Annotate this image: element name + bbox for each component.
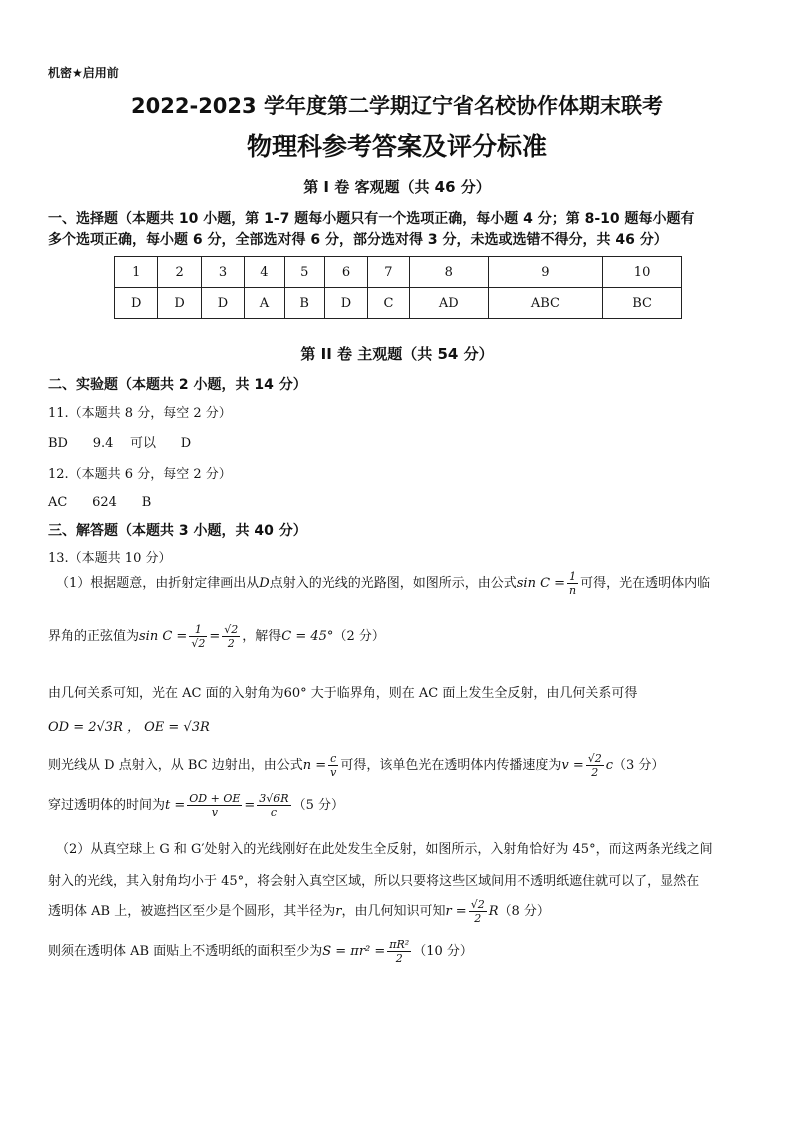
- numerator: OD + OE: [189, 792, 241, 805]
- question-number: 10: [603, 257, 682, 288]
- text: 则须在透明体 AB 面贴上不透明纸的面积至少为: [48, 944, 323, 959]
- fraction: [328, 752, 338, 779]
- fraction: [586, 752, 604, 779]
- radius-symbol: r: [335, 904, 342, 919]
- q13-line7: （2）从真空球上 G 和 G′处射入的光线刚好在此处发生全反射，如图所示，入射角恰好为 45°，而这两条光线之间: [56, 842, 713, 857]
- text: 点射入的光线的光路图，如图所示，由公式: [269, 576, 517, 591]
- formula: R: [488, 904, 499, 919]
- part2-title: 第 II 卷 主观题（共 54 分）: [300, 345, 494, 363]
- formula: C = 45°: [281, 629, 334, 644]
- formula: t =: [165, 798, 186, 813]
- answer-cell: ABC: [488, 288, 602, 319]
- denominator: 2: [395, 952, 403, 965]
- question-number: 1: [115, 257, 158, 288]
- answer-row: [115, 288, 682, 319]
- denominator: n: [569, 584, 577, 597]
- formula: n =: [302, 758, 327, 773]
- confidential-label: 机密★启用前: [48, 66, 119, 80]
- text: 穿过透明体的时间为: [48, 798, 166, 813]
- question-number-row: [115, 257, 682, 288]
- q11-answer: BD 9.4 可以 D: [48, 436, 192, 451]
- denominator: √2: [191, 637, 206, 650]
- text: ，由几何知识可知: [341, 904, 446, 919]
- numerator: 3√6R: [259, 792, 289, 805]
- text: 透明体 AB 上，被遮挡区至少是个圆形，其半径为: [48, 904, 336, 919]
- question-number: 7: [368, 257, 410, 288]
- q13-line10: [48, 938, 473, 965]
- q11-label: 11.（本题共 8 分，每空 2 分）: [48, 406, 232, 421]
- q13-line3: 由几何关系可知，光在 AC 面的入射角为60° 大于临界角，则在 AC 面上发生全反射，由几何关系可得: [48, 686, 638, 701]
- score: （10 分）: [413, 944, 473, 959]
- formula: sin C =: [139, 629, 188, 644]
- answer-cell: D: [324, 288, 367, 319]
- numerator: c: [328, 752, 338, 766]
- q13-line9: [48, 898, 550, 925]
- q13-line1: [56, 570, 710, 597]
- text: 界角的正弦值为: [48, 629, 140, 644]
- q13-line5: [48, 752, 664, 779]
- question-number: 8: [409, 257, 488, 288]
- question-number: 9: [488, 257, 602, 288]
- formula: r =: [445, 904, 467, 919]
- denominator: 2: [474, 912, 482, 925]
- point-d: D: [259, 576, 270, 591]
- answer-cell: A: [245, 288, 284, 319]
- question-number: 3: [201, 257, 244, 288]
- denominator: 2: [227, 637, 235, 650]
- answer-cell: C: [368, 288, 410, 319]
- question-number: 5: [284, 257, 324, 288]
- numerator: πR²: [389, 938, 410, 951]
- numerator: 1: [189, 623, 207, 637]
- q13-line4: OD = 2√3R ， OE = √3R: [48, 720, 210, 735]
- numerator: √2: [587, 752, 602, 765]
- q13-line6: 穿过透明体的时间为t = $\frac{OD + OE}{v}$ = $\frac{3√6R}{c}$ （5 分）: [48, 792, 344, 819]
- numerator: √2: [224, 623, 239, 636]
- choice-section-heading-line1: 一、选择题（本题共 10 小题，第 1-7 题每小题只有一个选项正确，每小题 4 分；第 8-10 题每小题有: [48, 211, 695, 227]
- q12-answer: AC 624 B: [48, 495, 152, 510]
- q13-line2: 界角的正弦值为sin C = $\frac{1}{√2}$ = $\frac{√2}{2}$ ，解得C = 45°（2 分）: [48, 623, 385, 650]
- part1-title: 第 I 卷 客观题（共 46 分）: [303, 178, 491, 196]
- answer-cell: B: [284, 288, 324, 319]
- question-number: 6: [324, 257, 367, 288]
- q13-label: 13.（本题共 10 分）: [48, 551, 172, 566]
- score: （3 分）: [613, 758, 665, 773]
- formula: v =: [561, 758, 584, 773]
- text: ，解得: [242, 629, 282, 644]
- denominator: v: [211, 806, 218, 819]
- denominator: c: [270, 806, 278, 819]
- text: （1）根据题意，由折射定律画出从: [56, 576, 260, 591]
- fraction: [567, 570, 578, 597]
- formula: c: [605, 758, 614, 773]
- numerator: 1: [567, 570, 578, 584]
- answer-cell: D: [115, 288, 158, 319]
- text: 可得，光在透明体内临: [580, 576, 711, 591]
- score: （2 分）: [333, 629, 385, 644]
- answer-cell: D: [158, 288, 201, 319]
- question-number: 2: [158, 257, 201, 288]
- q13-line8: 射入的光线，其入射角均小于 45°，将会射入真空区域，所以只要将这些区域间用不透明纸遮住就可以了，显然在: [48, 874, 700, 889]
- experiment-section-heading: 二、实验题（本题共 2 小题，共 14 分）: [48, 377, 307, 393]
- answer-cell: AD: [409, 288, 488, 319]
- answer-table: [114, 256, 682, 319]
- solve-section-heading: 三、解答题（本题共 3 小题，共 40 分）: [48, 523, 307, 539]
- score: （5 分）: [292, 798, 344, 813]
- formula: sin C =: [516, 576, 566, 591]
- exam-title: 2022-2023 学年度第二学期辽宁省名校协作体期末联考: [131, 94, 663, 118]
- answer-cell: BC: [603, 288, 682, 319]
- text: 可得，该单色光在透明体内传播速度为: [340, 758, 562, 773]
- text: 则光线从 D 点射入，从 BC 边射出，由公式: [48, 758, 303, 773]
- fraction: [187, 792, 242, 819]
- fraction: [257, 792, 290, 819]
- choice-section-heading-line2: 多个选项正确，每小题 6 分，全部选对得 6 分，部分选对得 3 分，未选或选错不得分，共 46 分）: [48, 232, 668, 248]
- fraction: [387, 938, 411, 965]
- question-number: 4: [245, 257, 284, 288]
- denominator: 2: [591, 766, 599, 779]
- fraction: [222, 623, 240, 650]
- answer-cell: D: [201, 288, 244, 319]
- denominator: v: [330, 766, 337, 779]
- formula: S = πr² =: [322, 944, 386, 959]
- document-title: 物理科参考答案及评分标准: [246, 132, 547, 161]
- fraction: [189, 623, 207, 650]
- q12-label: 12.（本题共 6 分，每空 2 分）: [48, 467, 232, 482]
- score: （8 分）: [498, 904, 550, 919]
- numerator: √2: [470, 898, 485, 911]
- fraction: [469, 898, 487, 925]
